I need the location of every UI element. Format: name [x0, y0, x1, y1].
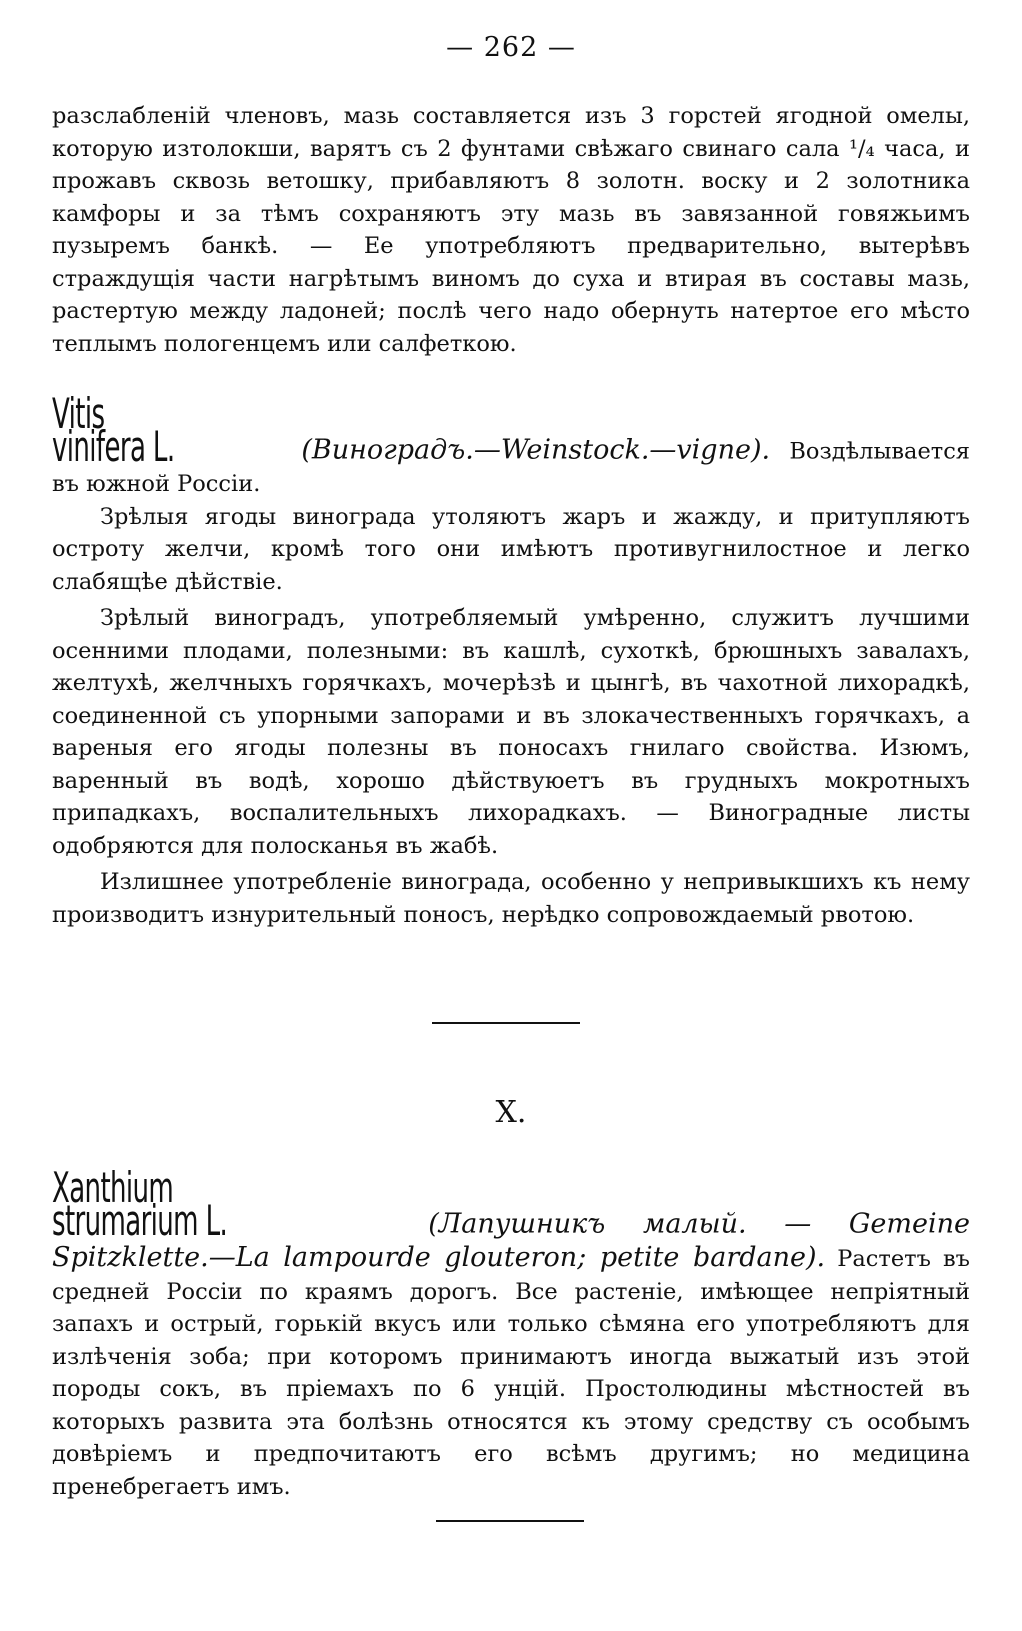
vitis-latin-name: Vitis vinifera L. — [52, 389, 175, 471]
section-letter: X. — [495, 1095, 527, 1130]
xanthium-common-names: (Лапушникъ малый. — Gemeine Spitzklette.—La lampourde glouteron; petite bardane). — [52, 1208, 970, 1273]
paragraph-grape-uses: Зрѣлый виноградъ, употребляемый умѣренно, служитъ лучшими осенними плодами, полезными: въ кашлѣ, сухоткѣ, брюшныхъ завалахъ, желтухѣ, желчныхъ горячкахъ, мочерѣзѣ и цынгѣ, въ чахотной лихорадкѣ, соединенной съ упорными запорами и въ злокачественныхъ горячкахъ, а вареныя его ягоды полезны въ поносахъ гнилаго свойства. Изюмъ, варенный въ водѣ, хорошо дѣйствуюетъ въ грудныхъ мокротныхъ припадкахъ, воспалительныхъ лихорадкахъ. — Виноградные листы одобряются для полосканья въ жабѣ. — [52, 605, 970, 859]
main-text-top — [52, 100, 970, 360]
xanthium-latin-name: Xanthium strumarium L. — [52, 1163, 228, 1245]
vitis-entry — [52, 389, 971, 931]
vitis-heading-paragraph — [52, 389, 971, 501]
section-divider-rule — [432, 1022, 580, 1024]
vitis-description: Воздѣлывается въ южной Россіи. — [52, 438, 971, 497]
paragraph-ripe-grapes: Зрѣлыя ягоды винограда утоляютъ жаръ и жажду, и притупляютъ остроту желчи, кромѣ того они имѣютъ противугнилостное и легко слабящѣе дѣйствіе. — [52, 503, 970, 595]
page-number: — 262 — — [446, 32, 576, 63]
xanthium-description: Растетъ въ средней Россіи по краямъ дорогъ. Все растеніе, имѣющее непріятный запахъ и острый, горькій вкусъ или только сѣмяна его употребляютъ для излѣченія зоба; при которомъ принимаютъ иногда выжатый изъ этой породы сокъ, въ пріемахъ по 6 унцій. Простолюдины мѣстностей въ которыхъ развита эта болѣзнь относятся къ этому средству съ особымъ довѣріемъ и предпочитаютъ его всѣмъ другимъ; но медицина пренебрегаетъ имъ. — [52, 1246, 970, 1500]
xanthium-paragraph — [52, 1163, 970, 1503]
end-rule — [436, 1520, 584, 1522]
vitis-common-names: (Виноградъ.—Weinstock.—vigne). — [301, 434, 771, 466]
paragraph-overuse: Излишнее употребленіе винограда, особенно у непривыкшихъ къ нему производитъ изнурительный поносъ, нерѣдко сопровождаемый рвотою. — [52, 869, 970, 928]
xanthium-entry — [52, 1163, 970, 1503]
paragraph-mistletoe-ointment: разслабленій членовъ, мазь составляется изъ 3 горстей ягодной омелы, которую изтолокши, варятъ съ 2 фунтами свѣжаго свинаго сала ¹/₄ часа, и прожавъ сквозь ветошку, прибавляютъ 8 золотн. воску и 2 золотника камфоры и за тѣмъ сохраняютъ эту мазь въ завязанной говяжьимъ пузыремъ банкѣ. — Ее употребляютъ предварительно, вытерѣвъ страждущія части нагрѣтымъ виномъ до суха и втирая въ составы мазь, растертую между ладоней; послѣ чего надо обернуть натертое его мѣсто теплымъ пологенцемъ или салфеткою. — [52, 103, 970, 357]
